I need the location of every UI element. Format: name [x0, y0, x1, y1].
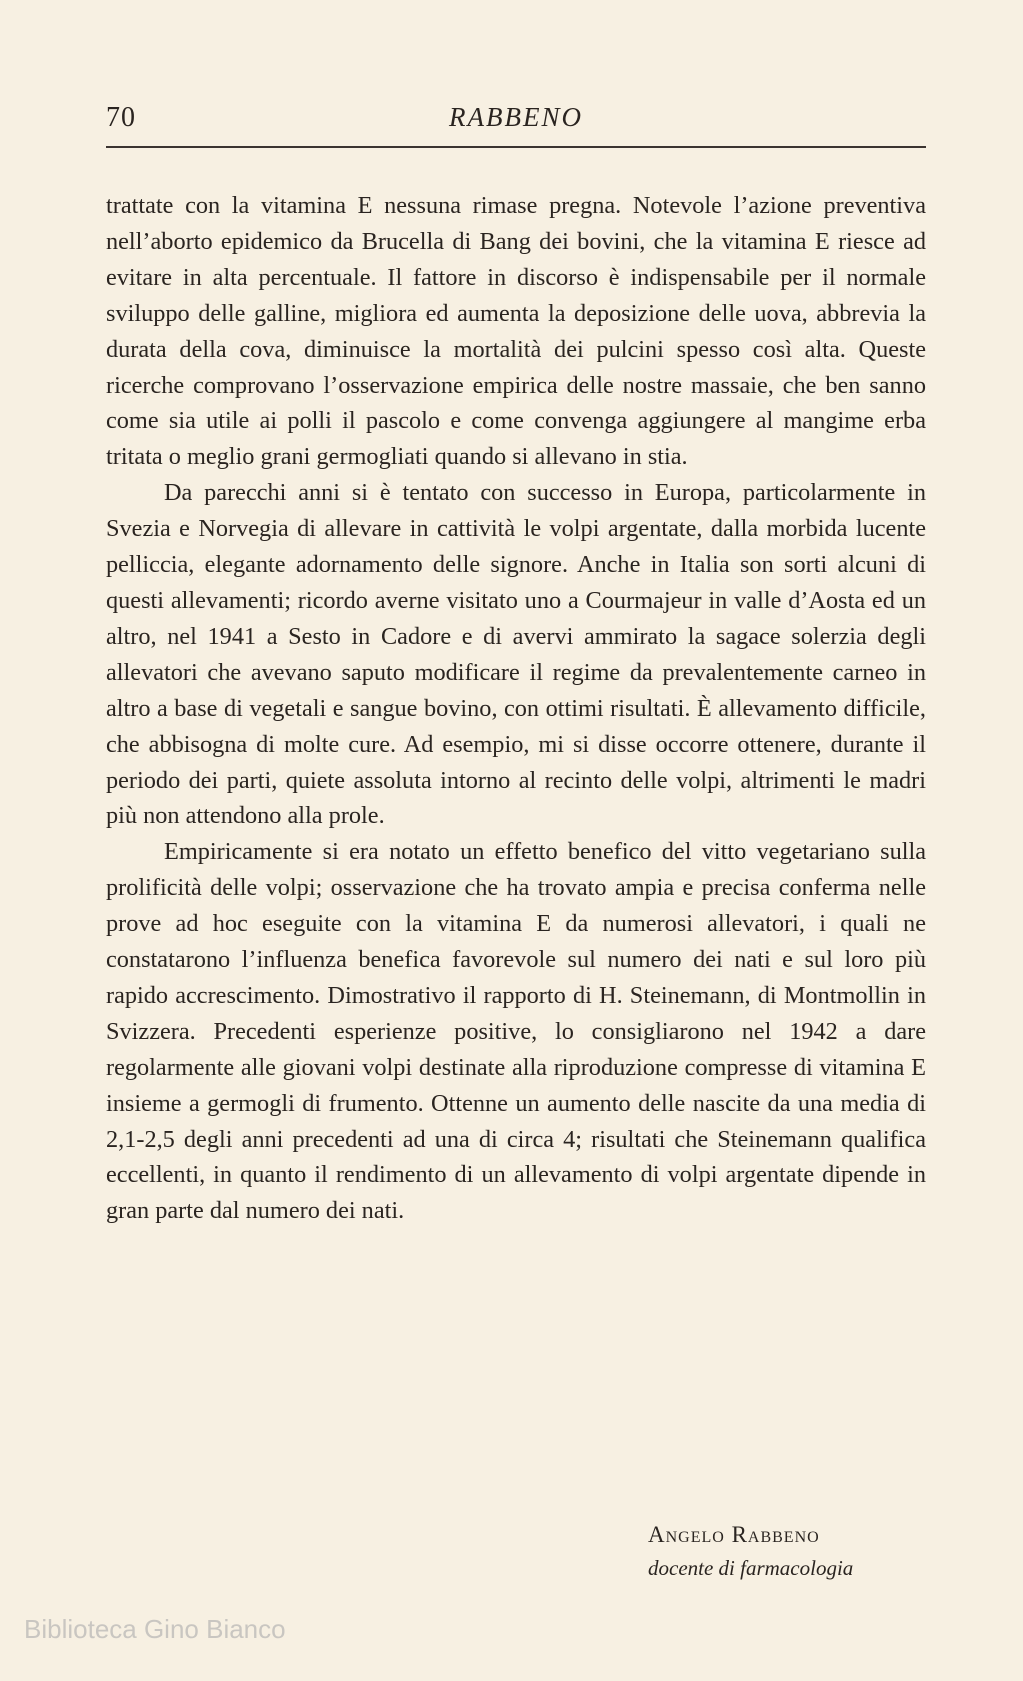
page-number: 70 — [106, 102, 136, 133]
running-title: RABBENO — [449, 102, 583, 132]
paragraph-3: Empiricamente si era notato un effetto benefico del vitto vegetariano sulla prolificità delle volpi; osservazione che ha trovato ampia e precisa conferma nelle prove ad hoc eseguite con la vitamina E da numerosi allevatori, i quali ne constatarono l’influenza benefica favorevole sul numero dei nati e sul loro più rapido accrescimento. Dimostrativo il rapporto di H. Steinemann, di Montmollin in Svizzera. Precedenti esperienze positive, lo consigliarono nel 1942 a dare regolarmente alle giovani volpi destinate alla riproduzione compresse di vitamina E insieme a germogli di frumento. Ottenne un aumento delle nascite da una media di 2,1-2,5 degli anni precedenti ad una di circa 4; risultati che Steinemann qualifica eccellenti, in quanto il rendimento di un allevamento di volpi argentate dipende in gran parte dal numero dei nati. — [106, 838, 926, 1225]
article-body — [106, 188, 926, 1229]
library-watermark: Biblioteca Gino Bianco — [24, 1614, 286, 1644]
paragraph-2: Da parecchi anni si è tentato con successo in Europa, particolarmente in Svezia e Norvegia di allevare in cattività le volpi argentate, dalla morbida lucente pelliccia, elegante adornamento delle signore. Anche in Italia son sorti alcuni di questi allevamenti; ricordo averne visitato uno a Courmajeur in valle d’Aosta ed un altro, nel 1941 a Sesto in Cadore e di avervi ammirato la sagace solerzia degli allevatori che avevano saputo modificare il regime da prevalentemente carneo in altro a base di vegetali e sangue bovino, con ottimi risultati. È allevamento difficile, che abbisogna di molte cure. Ad esempio, mi si disse occorre ottenere, durante il periodo dei parti, quiete assoluta intorno al recinto delle volpi, altrimenti le madri più non attendono alla prole. — [106, 479, 926, 830]
author-role: docente di farmacologia — [648, 1556, 854, 1580]
header-rule — [106, 146, 926, 148]
paragraph-1: trattate con la vitamina E nessuna rimase pregna. Notevole l’azione preventiva nell’aborto epidemico da Brucella di Bang dei bovini, che la vitamina E riesce ad evitare in alta percentuale. Il fattore in discorso è indispensabile per il normale sviluppo delle galline, migliora ed aumenta la deposizione delle uova, abbrevia la durata della cova, diminuisce la mortalità dei pulcini spesso così alta. Queste ricerche comprovano l’osservazione empirica delle nostre massaie, che ben sanno come sia utile ai polli il pascolo e come convenga aggiungere al mangime erba tritata o meglio grani germogliati quando si allevano in stia. — [106, 192, 926, 471]
author-name: Angelo Rabbeno — [648, 1522, 820, 1547]
page-header — [106, 100, 926, 140]
author-signature — [648, 1518, 948, 1584]
